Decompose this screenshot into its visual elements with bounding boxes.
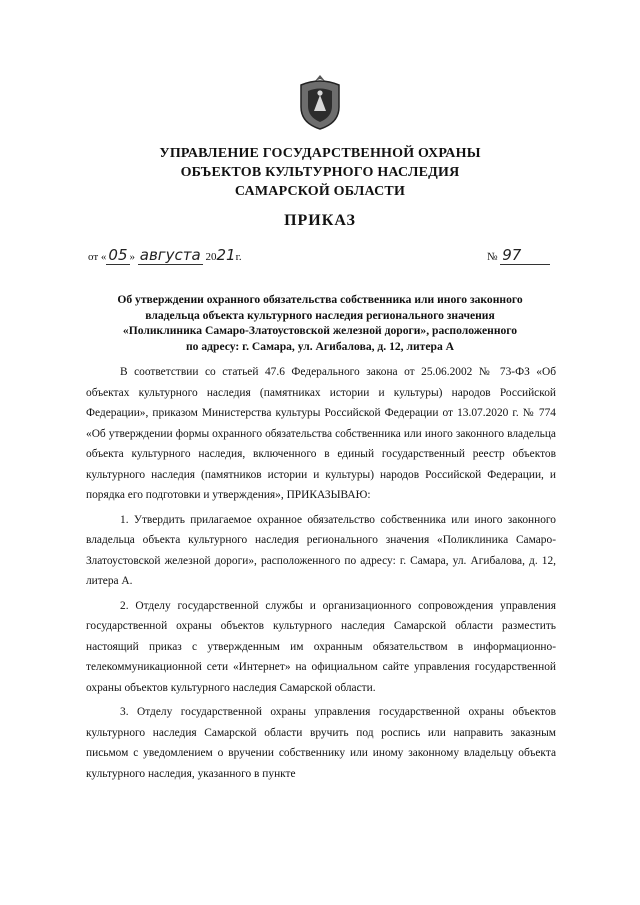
number-label: № [487,251,498,263]
date-year-prefix: 20 [205,251,217,263]
agency-name [100,144,540,201]
subject-line-2: владельца объекта культурного наследия регионального значения [145,308,495,322]
order-number [487,246,550,265]
number-value: 97 [500,246,550,265]
item-1-paragraph: 1. Утвердить прилагаемое охранное обязательство собственника или иного законного владельца объекта культурного наследия регионального значения «Поликлиника Самаро-Златоустовской железной дороги», расположенного по адресу: г. Самара, ул. Агибалова, д. 12, литера А. [86,513,556,587]
coat-of-arms-icon [295,73,345,131]
item-3-paragraph: 3. Отделу государственной охраны управления государственной охраны объектов культурного наследия Самарской области вручить под роспись или направить заказным письмом с уведомлением о вручении собственнику или иному законному владельцу объекта культурного наследия, указанного в пункте [86,706,556,780]
subject-line-1: Об утверждении охранного обязательства собственника или иного законного [117,293,523,306]
order-date [88,246,242,270]
subject-line-4: по адресу: г. Самара, ул. Агибалова, д. 12, литера А [185,339,455,353]
preamble-paragraph: В соответствии со статьей 47.6 Федерального закона от 25.06.2002 № 73-ФЗ «Об объектах культурного наследия (памятниках истории и культуры) народов Российской Федерации», приказом Министерства культуры Российской Федерации от 13.07.2020 г. № 774 «Об утверждении формы охранного обязательства собственника или иного законного владельца объекта культурного наследия, включенного в единый государственный реестр объектов культурного наследия (памятников истории и культуры) народов Российской Федерации, и порядка его подготовки и утверждения», ПРИКАЗЫВАЮ: [86,366,556,501]
date-prefix: от « [88,251,107,263]
date-mid: » [129,251,136,263]
date-day: 05 [108,246,128,264]
date-year-suffix: 21 [216,246,236,264]
date-suffix: г. [235,251,242,263]
order-body [86,362,556,784]
agency-line-3: САМАРСКОЙ ОБЛАСТИ [234,184,406,199]
item-2-paragraph: 2. Отделу государственной службы и организационного сопровождения управления государственной охраны объектов культурного наследия Самарской области разместить настоящий приказ с утвержденным им охранным обязательством в информационно-телекоммуникационной сети «Интернет» на официальном сайте управления государственной охраны объектов культурного наследия Самарской области. [86,599,556,694]
agency-line-2: ОБЪЕКТОВ КУЛЬТУРНОГО НАСЛЕДИЯ [180,165,460,180]
date-month: августа [139,246,201,264]
order-subject [90,292,550,354]
document-type-title: ПРИКАЗ [284,212,356,229]
subject-line-3: «Поликлиника Самаро-Златоустовской железной дороги», расположенного [122,324,518,337]
agency-line-1: УПРАВЛЕНИЕ ГОСУДАРСТВЕННОЙ ОХРАНЫ [159,146,481,161]
